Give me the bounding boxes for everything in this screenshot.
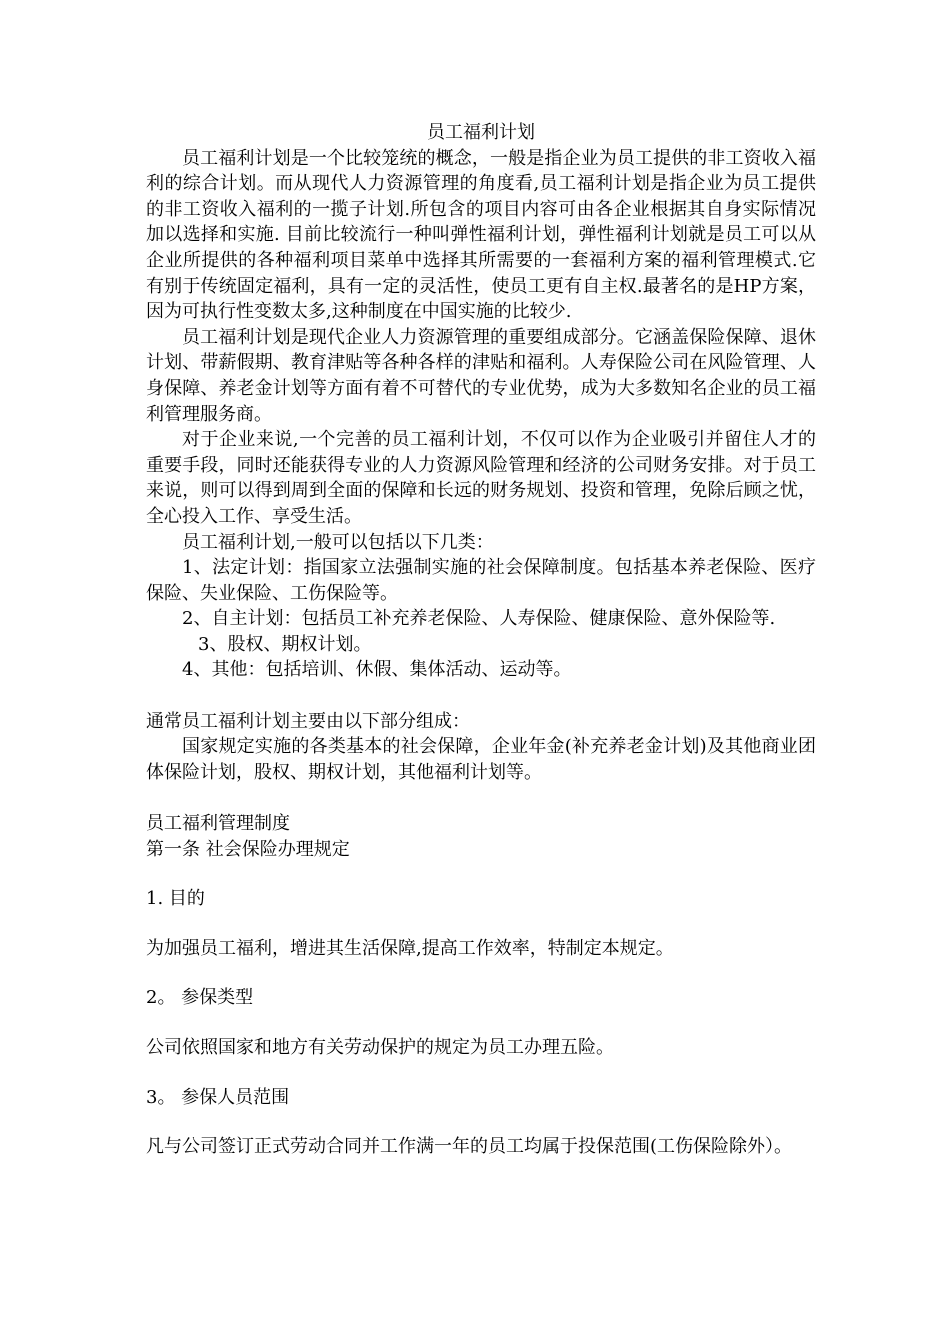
spacer [146, 1011, 816, 1035]
spacer [146, 785, 816, 811]
category-item: 1、法定计划：指国家立法强制实施的社会保障制度。包括基本养老保险、医疗保险、失业保险、工伤保险等。 [146, 557, 816, 604]
category-item: 4、其他：包括培训、休假、集体活动、运动等。 [182, 659, 572, 681]
spacer [146, 1061, 816, 1085]
composition-text: 国家规定实施的各类基本的社会保障，企业年金(补充养老金计划)及其他商业团体保险计划，股权、期权计划，其他福利计划等。 [146, 736, 816, 783]
article-title: 第一条 社会保险办理规定 [146, 838, 350, 860]
section-heading: 3。 参保人员范围 [146, 1086, 290, 1108]
document-title: 员工福利计划 [427, 122, 535, 143]
spacer [146, 1110, 816, 1134]
intro-paragraph: 员工福利计划是现代企业人力资源管理的重要组成部分。它涵盖保险保障、退休计划、带薪假期、教育津贴等各种各样的津贴和福利。人寿保险公司在风险管理、人身保障、养老金计划等方面有着不可替代的专业优势，成为大多数知名企业的员工福利管理服务商。 [146, 326, 816, 425]
section-heading: 2。 参保类型 [146, 987, 254, 1009]
section-heading: 1. 目的 [146, 888, 205, 910]
intro-paragraph: 员工福利计划是一个比较笼统的概念，一般是指企业为员工提供的非工资收入福利的综合计划。而从现代人力资源管理的角度看,员工福利计划是指企业为员工提供的非工资收入福利的一揽子计划.所包含的项目内容可由各企业根据其自身实际情况加以选择和实施. 目前比较流行一种叫弹性福利计划，弹性福利计划就是员工可以从企业所提供的各种福利项目菜单中选择其所需要的一套福利方案的福利管理模式.它有别于传统固定福利，具有一定的灵活性，使员工更有自主权.最著名的是HP方案，因为可执行性变数太多,这种制度在中国实施的比较少. [146, 147, 816, 323]
section-body: 公司依照国家和地方有关劳动保护的规定为员工办理五险。 [146, 1037, 614, 1058]
category-item: 2、自主计划：包括员工补充养老保险、人寿保险、健康保险、意外保险等. [182, 608, 776, 630]
composition-heading: 通常员工福利计划主要由以下部分组成： [146, 710, 470, 732]
spacer [146, 862, 816, 886]
section-body: 凡与公司签订正式劳动合同并工作满一年的员工均属于投保范围(工伤保险除外）。 [146, 1136, 793, 1158]
system-title: 员工福利管理制度 [146, 813, 290, 835]
intro-paragraph: 员工福利计划,一般可以包括以下几类： [182, 531, 494, 553]
document-page [146, 120, 816, 1160]
section-body: 为加强员工福利，增进其生活保障,提高工作效率，特制定本规定。 [146, 937, 674, 959]
intro-paragraph: 对于企业来说,一个完善的员工福利计划，不仅可以作为企业吸引并留住人才的重要手段，同时还能获得专业的人力资源风险管理和经济的公司财务安排。对于员工来说，则可以得到周到全面的保障和长远的财务规划、投资和管理，免除后顾之忧，全心投入工作、享受生活。 [146, 429, 816, 527]
category-item: 3、股权、期权计划。 [198, 633, 372, 655]
spacer [146, 912, 816, 936]
spacer [146, 961, 816, 985]
spacer [146, 683, 816, 709]
